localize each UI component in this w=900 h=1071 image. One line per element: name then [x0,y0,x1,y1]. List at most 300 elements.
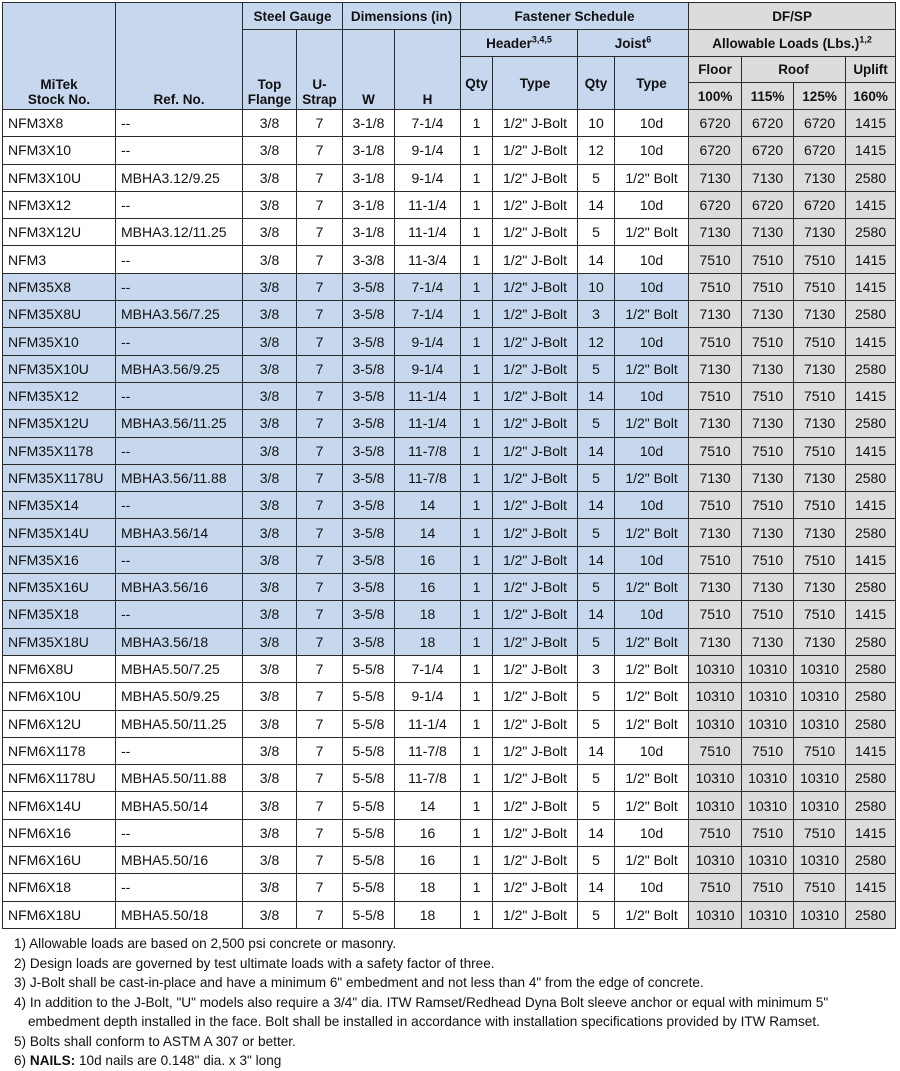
top-flange-cell: 3/8 [243,901,297,928]
hanger-spec-table [2,2,896,929]
u-strap-cell: 7 [297,655,343,682]
header-qty-cell: 1 [461,874,493,901]
table-row [3,464,896,491]
roof-115-load-cell: 6720 [742,110,794,137]
header-qty-cell: 1 [461,464,493,491]
top-flange-cell: 3/8 [243,574,297,601]
roof-115-load-cell: 7130 [742,219,794,246]
u-strap-cell: 7 [297,328,343,355]
stock-no-cell: NFM35X16 [3,546,116,573]
header-type-cell: 1/2" J-Bolt [493,901,578,928]
joist-qty-cell: 5 [578,765,615,792]
top-flange-cell: 3/8 [243,301,297,328]
roof-115-load-cell: 10310 [742,901,794,928]
height-cell: 16 [395,847,461,874]
ref-no-cell: -- [116,273,243,300]
table-row [3,546,896,573]
header-qty-cell: 1 [461,737,493,764]
ref-no-cell: -- [116,819,243,846]
stock-no-cell: NFM6X10U [3,683,116,710]
footnotes [14,934,894,1071]
table-row [3,792,896,819]
header-pct-roof-125: 125% [794,83,846,110]
floor-load-cell: 7510 [689,492,742,519]
ref-no-cell: MBHA3.12/9.25 [116,164,243,191]
u-strap-cell: 7 [297,628,343,655]
u-strap-cell: 7 [297,683,343,710]
u-strap-cell: 7 [297,382,343,409]
joist-qty-cell: 5 [578,574,615,601]
top-flange-cell: 3/8 [243,437,297,464]
stock-no-cell: NFM6X16 [3,819,116,846]
u-strap-cell: 7 [297,301,343,328]
width-cell: 5-5/8 [343,819,395,846]
width-cell: 3-5/8 [343,382,395,409]
roof-115-load-cell: 7510 [742,601,794,628]
roof-115-load-cell: 7510 [742,546,794,573]
joist-qty-cell: 14 [578,382,615,409]
joist-qty-cell: 14 [578,546,615,573]
width-cell: 5-5/8 [343,765,395,792]
stock-no-cell: NFM6X18U [3,901,116,928]
floor-load-cell: 7130 [689,164,742,191]
joist-qty-cell: 14 [578,492,615,519]
header-uplift: Uplift [846,57,896,83]
roof-115-load-cell: 10310 [742,792,794,819]
floor-load-cell: 7130 [689,574,742,601]
ref-no-cell: -- [116,546,243,573]
width-cell: 3-5/8 [343,355,395,382]
top-flange-cell: 3/8 [243,410,297,437]
width-cell: 5-5/8 [343,683,395,710]
ref-no-cell: MBHA3.12/11.25 [116,219,243,246]
table-row [3,628,896,655]
uplift-load-cell: 1415 [846,273,896,300]
joist-qty-cell: 14 [578,246,615,273]
top-flange-cell: 3/8 [243,137,297,164]
stock-no-cell: NFM35X12 [3,382,116,409]
table-row [3,273,896,300]
height-cell: 9-1/4 [395,683,461,710]
floor-load-cell: 7510 [689,328,742,355]
joist-qty-cell: 3 [578,301,615,328]
joist-type-cell: 1/2" Bolt [615,847,689,874]
joist-type-cell: 1/2" Bolt [615,655,689,682]
table-row [3,328,896,355]
width-cell: 3-5/8 [343,492,395,519]
joist-type-cell: 1/2" Bolt [615,164,689,191]
uplift-load-cell: 2580 [846,655,896,682]
header-qty-cell: 1 [461,328,493,355]
header-qty-cell: 1 [461,710,493,737]
stock-no-cell: NFM6X1178 [3,737,116,764]
stock-no-cell: NFM3X10 [3,137,116,164]
header-dfsp: DF/SP [689,3,896,30]
ref-no-cell: -- [116,137,243,164]
floor-load-cell: 10310 [689,710,742,737]
width-cell: 3-1/8 [343,219,395,246]
uplift-load-cell: 2580 [846,765,896,792]
roof-125-load-cell: 7510 [794,874,846,901]
header-h: H [395,30,461,110]
joist-qty-cell: 5 [578,410,615,437]
width-cell: 3-5/8 [343,273,395,300]
height-cell: 18 [395,874,461,901]
top-flange-cell: 3/8 [243,655,297,682]
top-flange-cell: 3/8 [243,683,297,710]
u-strap-cell: 7 [297,464,343,491]
width-cell: 3-5/8 [343,410,395,437]
roof-125-load-cell: 6720 [794,110,846,137]
height-cell: 11-7/8 [395,437,461,464]
table-row [3,191,896,218]
floor-load-cell: 7510 [689,273,742,300]
header-type-cell: 1/2" J-Bolt [493,492,578,519]
ref-no-cell: MBHA5.50/9.25 [116,683,243,710]
width-cell: 5-5/8 [343,655,395,682]
width-cell: 3-5/8 [343,574,395,601]
height-cell: 7-1/4 [395,301,461,328]
header-dimensions: Dimensions (in) [343,3,461,30]
roof-115-load-cell: 7510 [742,737,794,764]
table-body [3,110,896,929]
joist-type-cell: 10d [615,137,689,164]
roof-125-load-cell: 7130 [794,464,846,491]
uplift-load-cell: 2580 [846,301,896,328]
joist-qty-cell: 5 [578,710,615,737]
roof-125-load-cell: 7510 [794,819,846,846]
joist-qty-cell: 14 [578,874,615,901]
header-qty-cell: 1 [461,164,493,191]
header-joist-qty: Qty [578,57,615,110]
width-cell: 5-5/8 [343,710,395,737]
table-row [3,164,896,191]
header-type-cell: 1/2" J-Bolt [493,792,578,819]
table-row [3,355,896,382]
stock-no-cell: NFM6X16U [3,847,116,874]
roof-115-load-cell: 7510 [742,273,794,300]
u-strap-cell: 7 [297,246,343,273]
header-steel-gauge: Steel Gauge [243,3,343,30]
floor-load-cell: 7510 [689,737,742,764]
stock-no-cell: NFM35X8 [3,273,116,300]
top-flange-cell: 3/8 [243,110,297,137]
joist-type-cell: 1/2" Bolt [615,765,689,792]
header-type-cell: 1/2" J-Bolt [493,683,578,710]
roof-115-load-cell: 7130 [742,464,794,491]
header-type-cell: 1/2" J-Bolt [493,137,578,164]
header-qty-cell: 1 [461,601,493,628]
joist-type-cell: 10d [615,382,689,409]
footnote-5: 5) Bolts shall conform to ASTM A 307 or better. [14,1033,296,1049]
u-strap-cell: 7 [297,765,343,792]
height-cell: 18 [395,901,461,928]
header-qty-cell: 1 [461,137,493,164]
uplift-load-cell: 2580 [846,574,896,601]
footnote-6: 6) NAILS: 10d nails are 0.148" dia. x 3" long [14,1053,282,1068]
joist-type-cell: 10d [615,874,689,901]
table-row [3,710,896,737]
stock-no-cell: NFM35X14U [3,519,116,546]
floor-load-cell: 7130 [689,355,742,382]
header-qty-cell: 1 [461,219,493,246]
floor-load-cell: 10310 [689,901,742,928]
u-strap-cell: 7 [297,273,343,300]
top-flange-cell: 3/8 [243,601,297,628]
floor-load-cell: 6720 [689,110,742,137]
joist-type-cell: 1/2" Bolt [615,628,689,655]
stock-no-cell: NFM35X10 [3,328,116,355]
table-row [3,137,896,164]
header-ref-no: Ref. No. [116,3,243,110]
roof-125-load-cell: 7510 [794,546,846,573]
u-strap-cell: 7 [297,792,343,819]
roof-115-load-cell: 7130 [742,164,794,191]
floor-load-cell: 7510 [689,601,742,628]
height-cell: 11-7/8 [395,737,461,764]
joist-type-cell: 1/2" Bolt [615,301,689,328]
top-flange-cell: 3/8 [243,519,297,546]
header-type-cell: 1/2" J-Bolt [493,655,578,682]
floor-load-cell: 10310 [689,683,742,710]
u-strap-cell: 7 [297,410,343,437]
u-strap-cell: 7 [297,519,343,546]
header-type-cell: 1/2" J-Bolt [493,601,578,628]
header-qty-cell: 1 [461,355,493,382]
joist-type-cell: 10d [615,437,689,464]
header-type-cell: 1/2" J-Bolt [493,819,578,846]
floor-load-cell: 7510 [689,819,742,846]
u-strap-cell: 7 [297,737,343,764]
roof-115-load-cell: 10310 [742,765,794,792]
height-cell: 14 [395,519,461,546]
header-type-cell: 1/2" J-Bolt [493,847,578,874]
joist-qty-cell: 14 [578,737,615,764]
joist-qty-cell: 14 [578,601,615,628]
header-header-qty: Qty [461,57,493,110]
height-cell: 11-1/4 [395,710,461,737]
top-flange-cell: 3/8 [243,273,297,300]
height-cell: 11-1/4 [395,382,461,409]
floor-load-cell: 7130 [689,464,742,491]
ref-no-cell: -- [116,110,243,137]
roof-115-load-cell: 10310 [742,710,794,737]
header-pct-floor: 100% [689,83,742,110]
header-qty-cell: 1 [461,683,493,710]
roof-125-load-cell: 7130 [794,574,846,601]
width-cell: 3-3/8 [343,246,395,273]
roof-125-load-cell: 7510 [794,492,846,519]
header-pct-roof-115: 115% [742,83,794,110]
top-flange-cell: 3/8 [243,464,297,491]
uplift-load-cell: 2580 [846,901,896,928]
roof-115-load-cell: 10310 [742,847,794,874]
roof-125-load-cell: 7510 [794,737,846,764]
floor-load-cell: 7510 [689,874,742,901]
top-flange-cell: 3/8 [243,737,297,764]
floor-load-cell: 10310 [689,847,742,874]
width-cell: 3-5/8 [343,464,395,491]
floor-load-cell: 7510 [689,546,742,573]
header-qty-cell: 1 [461,382,493,409]
header-type-cell: 1/2" J-Bolt [493,737,578,764]
header-type-cell: 1/2" J-Bolt [493,355,578,382]
table-row [3,492,896,519]
stock-no-cell: NFM3X8 [3,110,116,137]
stock-no-cell: NFM6X12U [3,710,116,737]
width-cell: 3-1/8 [343,110,395,137]
height-cell: 16 [395,819,461,846]
stock-no-cell: NFM6X18 [3,874,116,901]
u-strap-cell: 7 [297,191,343,218]
stock-no-cell: NFM35X12U [3,410,116,437]
ref-no-cell: MBHA3.56/11.88 [116,464,243,491]
table-row [3,901,896,928]
header-qty-cell: 1 [461,901,493,928]
stock-no-cell: NFM35X1178 [3,437,116,464]
joist-qty-cell: 5 [578,355,615,382]
header-type-cell: 1/2" J-Bolt [493,382,578,409]
floor-load-cell: 6720 [689,191,742,218]
top-flange-cell: 3/8 [243,710,297,737]
ref-no-cell: MBHA3.56/16 [116,574,243,601]
joist-type-cell: 1/2" Bolt [615,355,689,382]
header-header: Header$^{3,4,5}$ [461,30,578,57]
u-strap-cell: 7 [297,164,343,191]
uplift-load-cell: 1415 [846,191,896,218]
width-cell: 5-5/8 [343,901,395,928]
joist-type-cell: 1/2" Bolt [615,683,689,710]
stock-no-cell: NFM35X1178U [3,464,116,491]
uplift-load-cell: 1415 [846,546,896,573]
table-row [3,737,896,764]
ref-no-cell: MBHA5.50/14 [116,792,243,819]
header-w: W [343,30,395,110]
uplift-load-cell: 2580 [846,710,896,737]
joist-type-cell: 10d [615,737,689,764]
header-type-cell: 1/2" J-Bolt [493,219,578,246]
roof-125-load-cell: 7130 [794,301,846,328]
uplift-load-cell: 1415 [846,137,896,164]
joist-type-cell: 1/2" Bolt [615,410,689,437]
u-strap-cell: 7 [297,874,343,901]
ref-no-cell: MBHA3.56/7.25 [116,301,243,328]
header-type-cell: 1/2" J-Bolt [493,246,578,273]
header-qty-cell: 1 [461,819,493,846]
floor-load-cell: 10310 [689,792,742,819]
table-row [3,301,896,328]
table-row [3,246,896,273]
top-flange-cell: 3/8 [243,219,297,246]
table-row [3,683,896,710]
height-cell: 18 [395,601,461,628]
header-type-cell: 1/2" J-Bolt [493,874,578,901]
roof-115-load-cell: 6720 [742,191,794,218]
header-type-cell: 1/2" J-Bolt [493,765,578,792]
header-type-cell: 1/2" J-Bolt [493,628,578,655]
joist-type-cell: 1/2" Bolt [615,901,689,928]
header-type-cell: 1/2" J-Bolt [493,164,578,191]
header-type-cell: 1/2" J-Bolt [493,574,578,601]
floor-load-cell: 7130 [689,628,742,655]
footnote-2: 2) Design loads are governed by test ultimate loads with a safety factor of three. [14,955,495,971]
height-cell: 18 [395,628,461,655]
height-cell: 9-1/4 [395,355,461,382]
table-row [3,765,896,792]
joist-type-cell: 1/2" Bolt [615,464,689,491]
stock-no-cell: NFM35X8U [3,301,116,328]
top-flange-cell: 3/8 [243,792,297,819]
width-cell: 5-5/8 [343,792,395,819]
ref-no-cell: -- [116,437,243,464]
roof-115-load-cell: 7130 [742,574,794,601]
header-joist-type: Type [615,57,689,110]
height-cell: 16 [395,546,461,573]
height-cell: 11-7/8 [395,765,461,792]
joist-qty-cell: 12 [578,328,615,355]
table-row [3,601,896,628]
roof-125-load-cell: 7510 [794,382,846,409]
footnote-3: 3) J-Bolt shall be cast-in-place and have a minimum 6" embedment and not less than 4" from the edge of concrete. [14,975,704,990]
header-header-type: Type [493,57,578,110]
uplift-load-cell: 2580 [846,164,896,191]
stock-no-cell: NFM35X16U [3,574,116,601]
header-type-cell: 1/2" J-Bolt [493,410,578,437]
uplift-load-cell: 1415 [846,601,896,628]
ref-no-cell: MBHA5.50/11.88 [116,765,243,792]
joist-qty-cell: 5 [578,683,615,710]
ref-no-cell: -- [116,191,243,218]
roof-115-load-cell: 7130 [742,301,794,328]
ref-no-cell: -- [116,874,243,901]
header-type-cell: 1/2" J-Bolt [493,273,578,300]
roof-115-load-cell: 7510 [742,437,794,464]
floor-load-cell: 10310 [689,765,742,792]
top-flange-cell: 3/8 [243,191,297,218]
header-pct-uplift: 160% [846,83,896,110]
joist-type-cell: 10d [615,110,689,137]
roof-115-load-cell: 7510 [742,382,794,409]
floor-load-cell: 10310 [689,655,742,682]
roof-115-load-cell: 10310 [742,655,794,682]
roof-125-load-cell: 10310 [794,655,846,682]
stock-no-cell: NFM35X18 [3,601,116,628]
stock-no-cell: NFM3 [3,246,116,273]
u-strap-cell: 7 [297,219,343,246]
header-roof: Roof [742,57,846,83]
header-type-cell: 1/2" J-Bolt [493,519,578,546]
uplift-load-cell: 2580 [846,464,896,491]
uplift-load-cell: 2580 [846,792,896,819]
uplift-load-cell: 2580 [846,410,896,437]
roof-125-load-cell: 10310 [794,847,846,874]
header-type-cell: 1/2" J-Bolt [493,464,578,491]
width-cell: 3-5/8 [343,628,395,655]
joist-qty-cell: 12 [578,137,615,164]
table-row [3,382,896,409]
width-cell: 3-5/8 [343,519,395,546]
floor-load-cell: 7130 [689,410,742,437]
header-type-cell: 1/2" J-Bolt [493,191,578,218]
width-cell: 3-1/8 [343,137,395,164]
header-qty-cell: 1 [461,301,493,328]
roof-125-load-cell: 10310 [794,765,846,792]
ref-no-cell: -- [116,492,243,519]
uplift-load-cell: 1415 [846,492,896,519]
joist-type-cell: 10d [615,601,689,628]
u-strap-cell: 7 [297,847,343,874]
joist-qty-cell: 5 [578,219,615,246]
